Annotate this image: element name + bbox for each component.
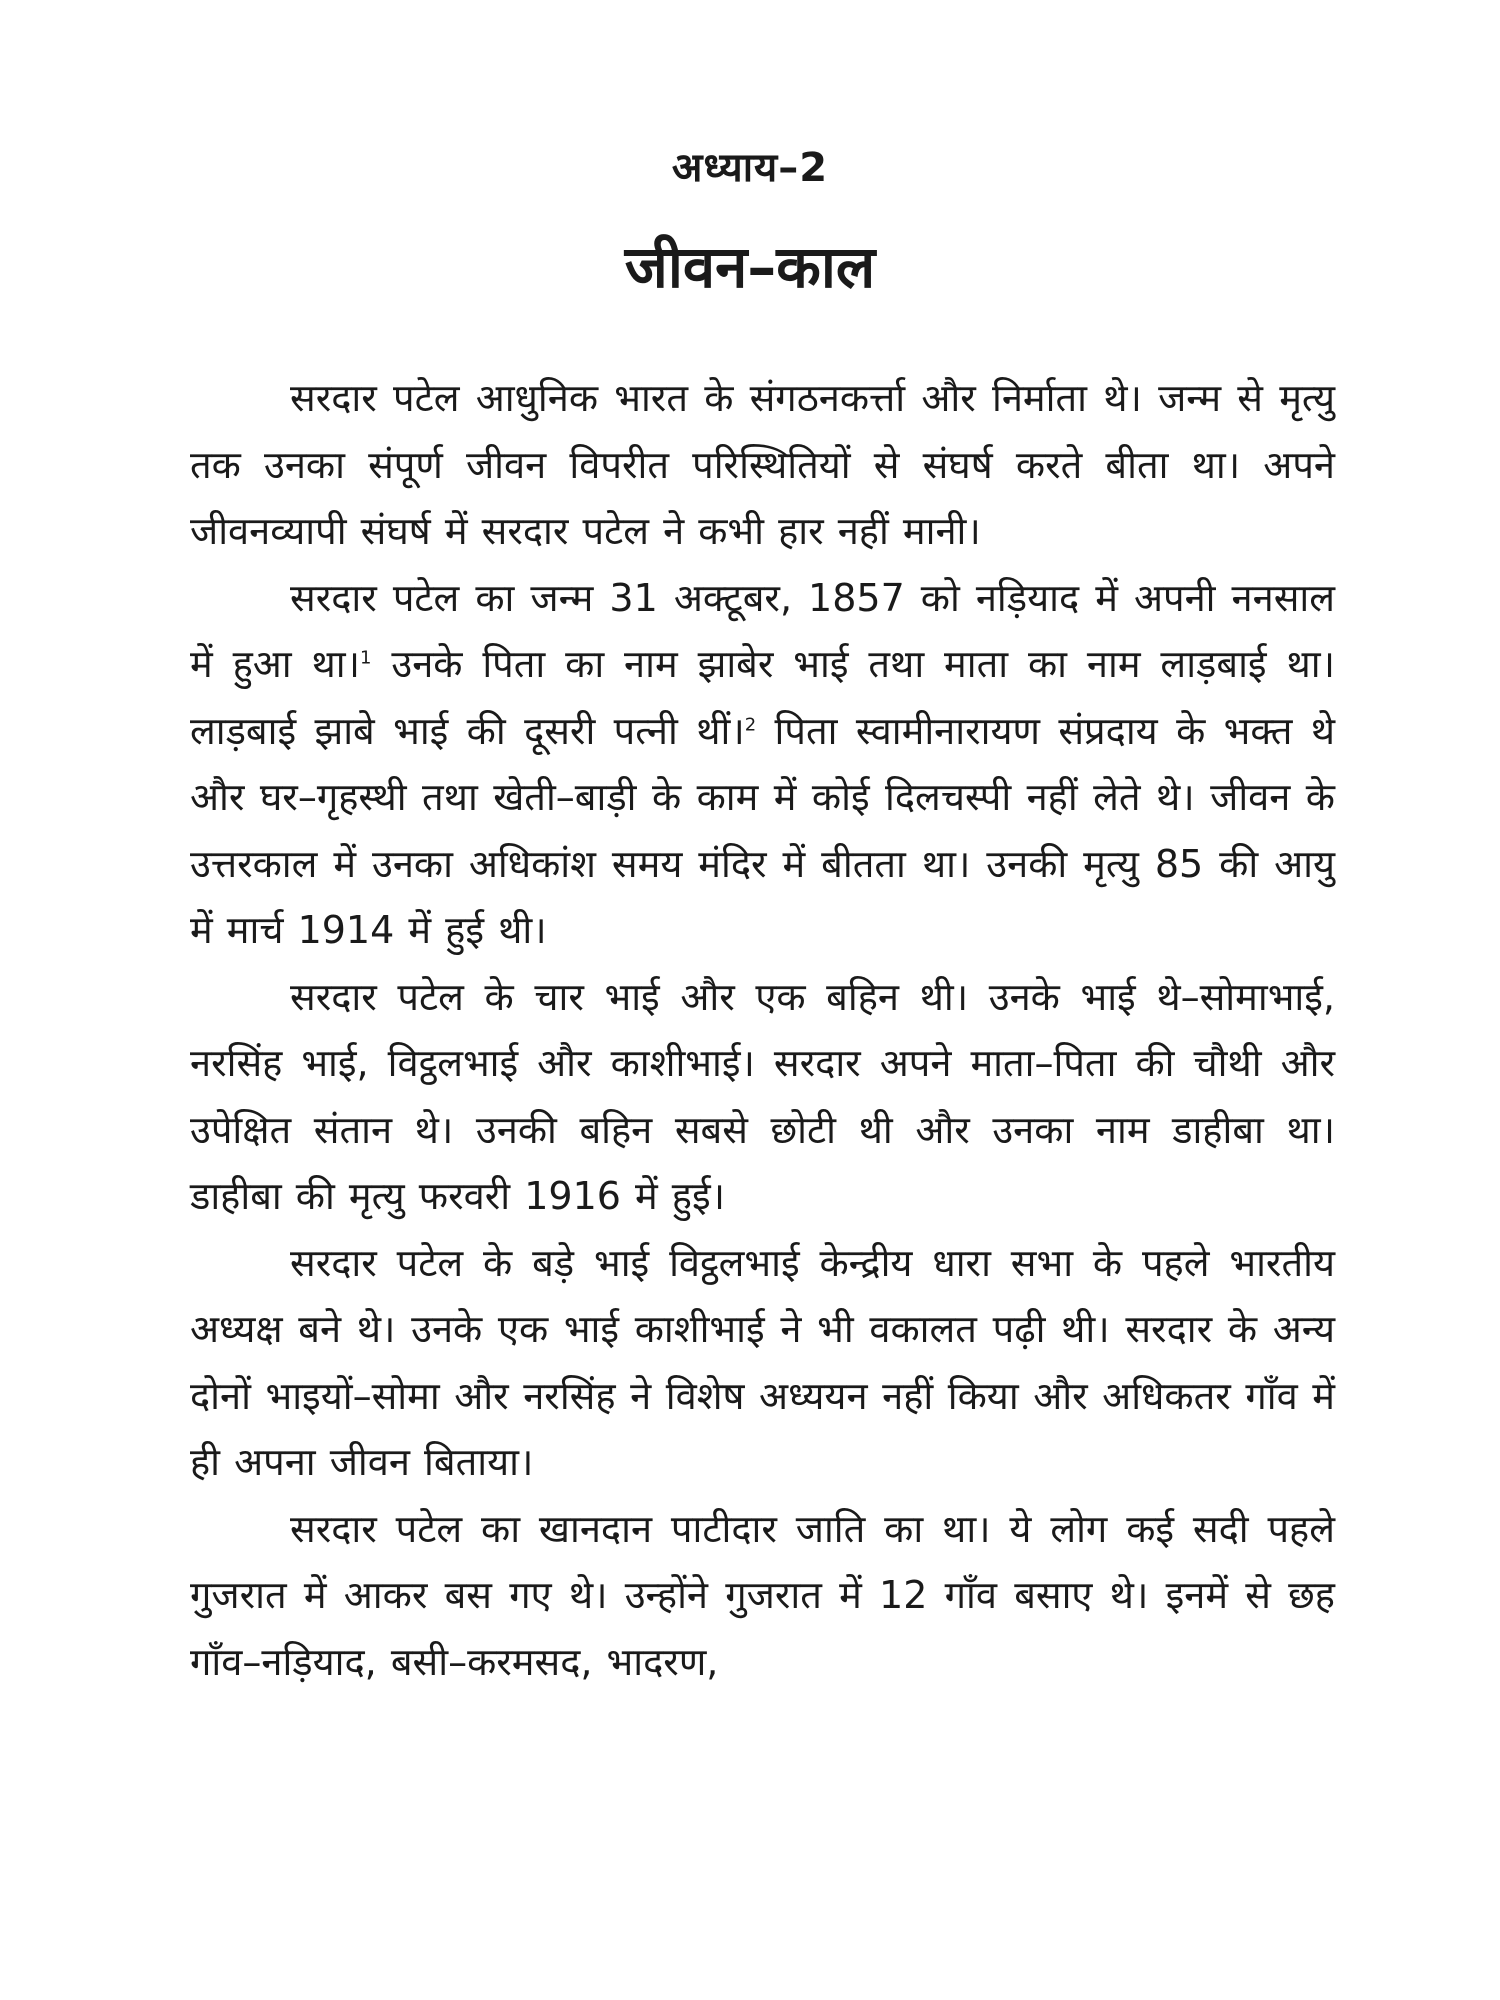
footnote-marker-1: 1: [360, 647, 372, 669]
chapter-title: जीवन–काल: [624, 233, 876, 301]
paragraph-2-part-2: उनके पिता का नाम झाबेर भाई तथा माता का नाम लाड़बाई था। लाड़बाई झाबे भाई की दूसरी पत्नी थीं।: [190, 642, 1335, 753]
body-text: [190, 365, 1335, 1695]
footnote-marker-2: 2: [744, 713, 757, 735]
paragraph-2-part-1: सरदार पटेल का जन्म 31 अक्टूबर, 1857 को नड़ियाद में अपनी ननसाल में हुआ था।: [190, 575, 1335, 686]
paragraph-1: सरदार पटेल आधुनिक भारत के संगठनकर्त्ता और निर्माता थे। जन्म से मृत्यु तक उनका संपूर्ण जीवन विपरीत परिस्थितियों से संघर्ष करते बीता था। अपने जीवनव्यापी संघर्ष में सरदार पटेल ने कभी हार नहीं मानी।: [190, 376, 1335, 553]
paragraph-2-part-3: पिता स्वामीनारायण संप्रदाय के भक्त थे और घर–गृहस्थी तथा खेती–बाड़ी के काम में कोई दिलचस्पी नहीं लेते थे। जीवन के उत्तरकाल में उनका अधिकांश समय मंदिर में बीतता था। उनकी मृत्यु 85 की आयु में मार्च 1914 में हुई थी।: [190, 708, 1335, 952]
paragraph-4: सरदार पटेल के बड़े भाई विट्ठलभाई केन्द्रीय धारा सभा के पहले भारतीय अध्यक्ष बने थे। उनके एक भाई काशीभाई ने भी वकालत पढ़ी थी। सरदार के अन्य दोनों भाइयों–सोमा और नरसिंह ने विशेष अध्ययन नहीं किया और अधिकतर गाँव में ही अपना जीवन बिताया।: [190, 1240, 1335, 1484]
paragraph-5: सरदार पटेल का खानदान पाटीदार जाति का था। ये लोग कई सदी पहले गुजरात में आकर बस गए थे। उन्होंने गुजरात में 12 गाँव बसाए थे। इनमें से छह गाँव–नड़ियाद, बसी–करमसद, भादरण,: [190, 1506, 1335, 1684]
paragraph-3: सरदार पटेल के चार भाई और एक बहिन थी। उनके भाई थे–सोमाभाई, नरसिंह भाई, विट्ठलभाई और काशीभाई। सरदार अपने माता–पिता की चौथी और उपेक्षित संतान थे। उनकी बहिन सबसे छोटी थी और उनका नाम डाहीबा था। डाहीबा की मृत्यु फरवरी 1916 में हुई।: [190, 974, 1335, 1218]
chapter-label: अध्याय–2: [671, 145, 829, 191]
paragraph-2: [190, 565, 1335, 964]
